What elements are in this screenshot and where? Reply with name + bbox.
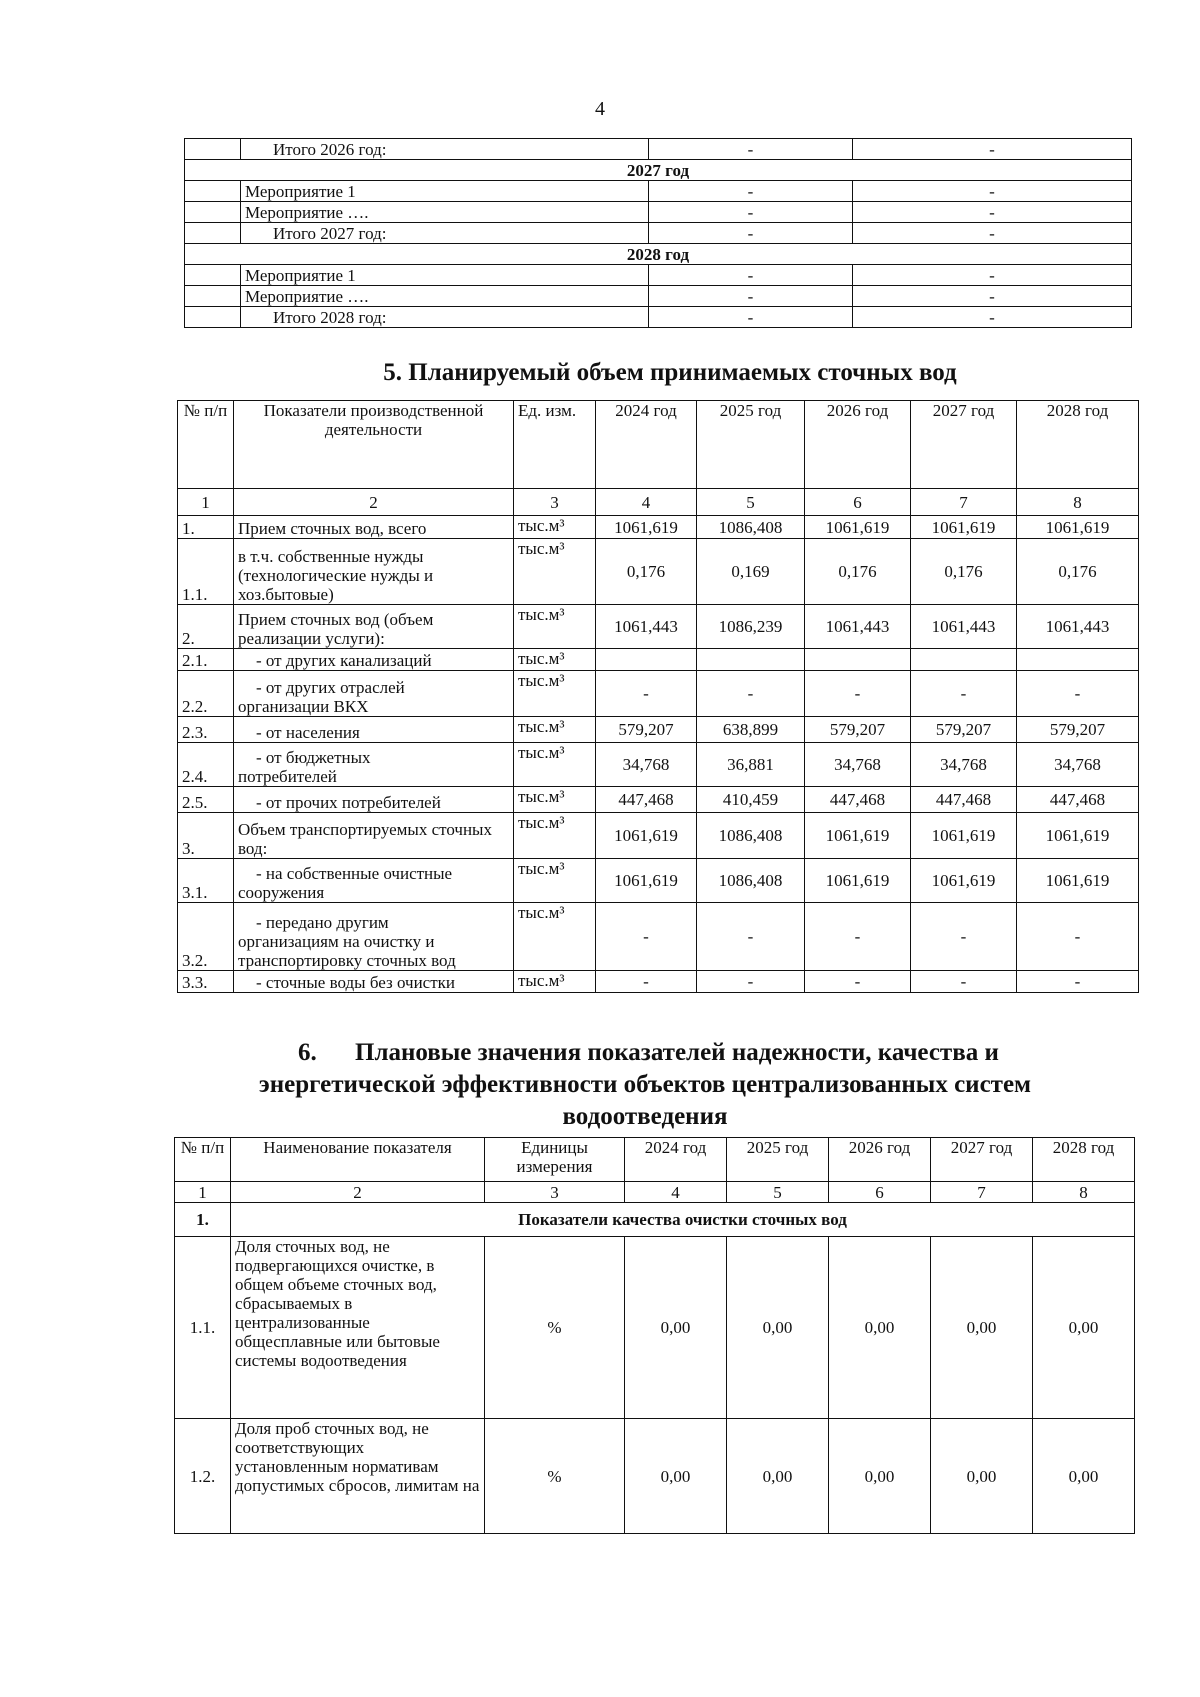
value-cell: 1086,239 (697, 605, 805, 649)
value-cell: - (596, 903, 697, 971)
value-cell: 1061,443 (596, 605, 697, 649)
row-number: 2.4. (178, 743, 234, 787)
header-indicator: Показатели производственной деятельности (234, 401, 514, 489)
unit-cell: тыс.м³ (514, 743, 596, 787)
table-row (178, 717, 1139, 743)
row-label-line-2: организации ВКХ (238, 697, 369, 716)
total-label: Итого 2028 год: (241, 307, 649, 328)
unit-cell: тыс.м³ (514, 903, 596, 971)
activity-label: Мероприятие …. (241, 202, 649, 223)
row-label: - от прочих потребителей (234, 787, 514, 813)
value-cell: - (853, 202, 1132, 223)
row-label: в т.ч. собственные нужды (технологические нужды и хоз.бытовые) (234, 539, 514, 605)
empty-cell (185, 307, 241, 328)
row-label: Прием сточных вод, всего (234, 516, 514, 539)
value-cell (1017, 649, 1139, 671)
unit-cell: тыс.м³ (514, 971, 596, 993)
header-year: 2028 год (1017, 401, 1139, 489)
column-number: 7 (911, 489, 1017, 516)
row-number: 2.1. (178, 649, 234, 671)
column-number: 6 (829, 1182, 931, 1203)
table-row (178, 859, 1139, 903)
value-cell: 447,468 (1017, 787, 1139, 813)
year-header: 2027 год (185, 160, 1132, 181)
value-cell: 1061,443 (805, 605, 911, 649)
table-row (178, 516, 1139, 539)
row-label-line-2: сооружения (238, 883, 325, 902)
value-cell: - (596, 971, 697, 993)
row-label: - от населения (234, 717, 514, 743)
header-year: 2024 год (625, 1138, 727, 1182)
value-cell: - (649, 202, 853, 223)
row-label: Доля сточных вод, не подвергающихся очистке, в общем объеме сточных вод, сбрасываемых в централизованные общесплавные или бытовые системы водоотведения (231, 1237, 485, 1419)
table-row (178, 605, 1139, 649)
column-number: 2 (234, 489, 514, 516)
row-label (234, 859, 514, 903)
value-cell: 34,768 (1017, 743, 1139, 787)
table-row (185, 286, 1132, 307)
value-cell: - (649, 286, 853, 307)
value-cell: 579,207 (911, 717, 1017, 743)
value-cell: 0,176 (805, 539, 911, 605)
value-cell: - (853, 307, 1132, 328)
unit-cell: тыс.м³ (514, 539, 596, 605)
value-cell: 0,00 (625, 1237, 727, 1419)
value-cell: 447,468 (805, 787, 911, 813)
row-label-line-2: потребителей (238, 767, 337, 786)
column-number: 1 (175, 1182, 231, 1203)
value-cell: - (853, 286, 1132, 307)
table-row (185, 139, 1132, 160)
table-row (178, 743, 1139, 787)
value-cell: - (853, 265, 1132, 286)
value-cell: - (697, 903, 805, 971)
header-year: 2027 год (931, 1138, 1033, 1182)
wastewater-volume-table (177, 400, 1139, 993)
value-cell: - (649, 265, 853, 286)
header-year: 2025 год (697, 401, 805, 489)
value-cell: 1061,619 (1017, 516, 1139, 539)
row-label (234, 903, 514, 971)
row-number: 1.2. (175, 1419, 231, 1534)
unit-cell: тыс.м³ (514, 787, 596, 813)
row-number: 3.3. (178, 971, 234, 993)
table-row (185, 244, 1132, 265)
value-cell: - (853, 181, 1132, 202)
row-label (234, 671, 514, 717)
value-cell: - (649, 223, 853, 244)
value-cell: 0,00 (727, 1237, 829, 1419)
value-cell: - (697, 671, 805, 717)
table-row (178, 813, 1139, 859)
empty-cell (185, 286, 241, 307)
table-row (175, 1419, 1135, 1534)
header-unit: Ед. изм. (514, 401, 596, 489)
value-cell: - (1017, 903, 1139, 971)
unit-cell: тыс.м³ (514, 813, 596, 859)
value-cell: 1086,408 (697, 859, 805, 903)
table-row (178, 787, 1139, 813)
header-num: № п/п (178, 401, 234, 489)
row-label: Объем транспортируемых сточных вод: (234, 813, 514, 859)
value-cell: - (1017, 971, 1139, 993)
reliability-indicators-table (174, 1137, 1135, 1534)
value-cell: 579,207 (1017, 717, 1139, 743)
unit-cell: тыс.м³ (514, 649, 596, 671)
value-cell: 0,00 (829, 1419, 931, 1534)
value-cell: 0,176 (1017, 539, 1139, 605)
column-number: 3 (485, 1182, 625, 1203)
empty-cell (185, 223, 241, 244)
table-row (185, 181, 1132, 202)
column-number: 7 (931, 1182, 1033, 1203)
unit-cell: % (485, 1419, 625, 1534)
row-label: Прием сточных вод (объем реализации услуги): (234, 605, 514, 649)
row-number: 2.5. (178, 787, 234, 813)
column-number: 8 (1033, 1182, 1135, 1203)
table-row (185, 307, 1132, 328)
activity-label: Мероприятие …. (241, 286, 649, 307)
page-number: 4 (595, 98, 605, 120)
value-cell: - (911, 671, 1017, 717)
activities-table (184, 138, 1132, 328)
value-cell: - (853, 223, 1132, 244)
section-6-title-line-1: Плановые значения показателей надежности, качества и (355, 1039, 999, 1066)
activity-label: Мероприятие 1 (241, 265, 649, 286)
value-cell: - (649, 181, 853, 202)
header-num: № п/п (175, 1138, 231, 1182)
column-numbers-row (178, 489, 1139, 516)
empty-cell (185, 139, 241, 160)
row-number: 1. (178, 516, 234, 539)
value-cell: 0,00 (1033, 1237, 1135, 1419)
value-cell: - (911, 903, 1017, 971)
row-number: 2. (178, 605, 234, 649)
value-cell: 1061,619 (911, 859, 1017, 903)
value-cell: 447,468 (596, 787, 697, 813)
row-number: 1.1. (175, 1237, 231, 1419)
row-label (234, 743, 514, 787)
value-cell: 0,00 (829, 1237, 931, 1419)
unit-cell: тыс.м³ (514, 717, 596, 743)
section-6-number: 6. (298, 1039, 317, 1066)
value-cell: 1061,619 (911, 813, 1017, 859)
column-number: 8 (1017, 489, 1139, 516)
column-number: 4 (625, 1182, 727, 1203)
header-year: 2026 год (829, 1138, 931, 1182)
group-row (175, 1203, 1135, 1237)
value-cell: - (805, 971, 911, 993)
value-cell: 1061,443 (911, 605, 1017, 649)
value-cell: 0,00 (931, 1419, 1033, 1534)
value-cell (697, 649, 805, 671)
year-header: 2028 год (185, 244, 1132, 265)
value-cell: - (911, 971, 1017, 993)
value-cell: 34,768 (805, 743, 911, 787)
empty-cell (185, 202, 241, 223)
column-number: 3 (514, 489, 596, 516)
header-row (178, 401, 1139, 489)
table-row (185, 160, 1132, 181)
value-cell: - (596, 671, 697, 717)
activity-label: Мероприятие 1 (241, 181, 649, 202)
value-cell: 410,459 (697, 787, 805, 813)
value-cell: 0,00 (931, 1237, 1033, 1419)
header-year: 2027 год (911, 401, 1017, 489)
value-cell: 1061,619 (596, 859, 697, 903)
empty-cell (185, 181, 241, 202)
group-label: Показатели качества очистки сточных вод (231, 1203, 1135, 1237)
unit-cell: тыс.м³ (514, 516, 596, 539)
total-label: Итого 2026 год: (241, 139, 649, 160)
value-cell: 1061,619 (596, 516, 697, 539)
table-row (185, 202, 1132, 223)
unit-cell: тыс.м³ (514, 671, 596, 717)
column-number: 4 (596, 489, 697, 516)
header-year: 2026 год (805, 401, 911, 489)
value-cell: 638,899 (697, 717, 805, 743)
section-6-title-line-2: энергетической эффективности объектов централизованных систем (258, 1071, 1032, 1098)
value-cell: 1061,619 (596, 813, 697, 859)
value-cell: 36,881 (697, 743, 805, 787)
value-cell: 1086,408 (697, 516, 805, 539)
header-year: 2024 год (596, 401, 697, 489)
column-number: 1 (178, 489, 234, 516)
header-row (175, 1138, 1135, 1182)
table-row (185, 223, 1132, 244)
table-row (185, 265, 1132, 286)
table-row (178, 903, 1139, 971)
total-label: Итого 2027 год: (241, 223, 649, 244)
row-label: Доля проб сточных вод, не соответствующих установленным нормативам допустимых сбросов, лимитам на (231, 1419, 485, 1534)
header-name: Наименование показателя (231, 1138, 485, 1182)
value-cell: 0,176 (911, 539, 1017, 605)
value-cell: - (697, 971, 805, 993)
value-cell: 1061,619 (1017, 859, 1139, 903)
column-number: 5 (697, 489, 805, 516)
row-number: 3. (178, 813, 234, 859)
table-row (178, 649, 1139, 671)
value-cell: 0,00 (727, 1419, 829, 1534)
value-cell: 1061,619 (805, 516, 911, 539)
row-number: 3.2. (178, 903, 234, 971)
table-row (178, 971, 1139, 993)
value-cell: - (649, 139, 853, 160)
row-label-line-1: - от бюджетных (256, 748, 371, 767)
value-cell: 0,00 (625, 1419, 727, 1534)
row-label-line-1: - на собственные очистные (256, 864, 453, 883)
row-label-line-2: организациям на очистку и транспортировку сточных вод (238, 932, 456, 970)
row-number: 2.3. (178, 717, 234, 743)
value-cell: 1061,619 (1017, 813, 1139, 859)
value-cell: - (805, 671, 911, 717)
header-year: 2025 год (727, 1138, 829, 1182)
value-cell: 579,207 (596, 717, 697, 743)
row-label-line-1: - передано другим (256, 913, 389, 932)
value-cell: 1061,619 (911, 516, 1017, 539)
value-cell: 0,00 (1033, 1419, 1135, 1534)
table-row (178, 671, 1139, 717)
column-number: 2 (231, 1182, 485, 1203)
column-number: 5 (727, 1182, 829, 1203)
row-number: 1.1. (178, 539, 234, 605)
header-unit: Единицы измерения (485, 1138, 625, 1182)
value-cell: 34,768 (911, 743, 1017, 787)
value-cell (805, 649, 911, 671)
value-cell: - (1017, 671, 1139, 717)
section-6-title-line-3: водоотведения (562, 1103, 728, 1130)
value-cell (596, 649, 697, 671)
row-number: 3.1. (178, 859, 234, 903)
value-cell: 0,176 (596, 539, 697, 605)
section-5-title: 5. Планируемый объем принимаемых сточных вод (383, 359, 957, 386)
value-cell (911, 649, 1017, 671)
value-cell: - (805, 903, 911, 971)
value-cell: 1086,408 (697, 813, 805, 859)
value-cell: 1061,619 (805, 859, 911, 903)
row-label-line-1: - от других отраслей (256, 678, 405, 697)
value-cell: - (853, 139, 1132, 160)
column-number: 6 (805, 489, 911, 516)
value-cell: 1061,443 (1017, 605, 1139, 649)
unit-cell: тыс.м³ (514, 605, 596, 649)
value-cell: 1061,619 (805, 813, 911, 859)
header-year: 2028 год (1033, 1138, 1135, 1182)
column-numbers-row (175, 1182, 1135, 1203)
row-label: - от других канализаций (234, 649, 514, 671)
table-row (175, 1237, 1135, 1419)
unit-cell: % (485, 1237, 625, 1419)
value-cell: - (649, 307, 853, 328)
group-number: 1. (175, 1203, 231, 1237)
row-number: 2.2. (178, 671, 234, 717)
empty-cell (185, 265, 241, 286)
row-label: - сточные воды без очистки (234, 971, 514, 993)
value-cell: 579,207 (805, 717, 911, 743)
unit-cell: тыс.м³ (514, 859, 596, 903)
value-cell: 447,468 (911, 787, 1017, 813)
table-row (178, 539, 1139, 605)
value-cell: 34,768 (596, 743, 697, 787)
value-cell: 0,169 (697, 539, 805, 605)
